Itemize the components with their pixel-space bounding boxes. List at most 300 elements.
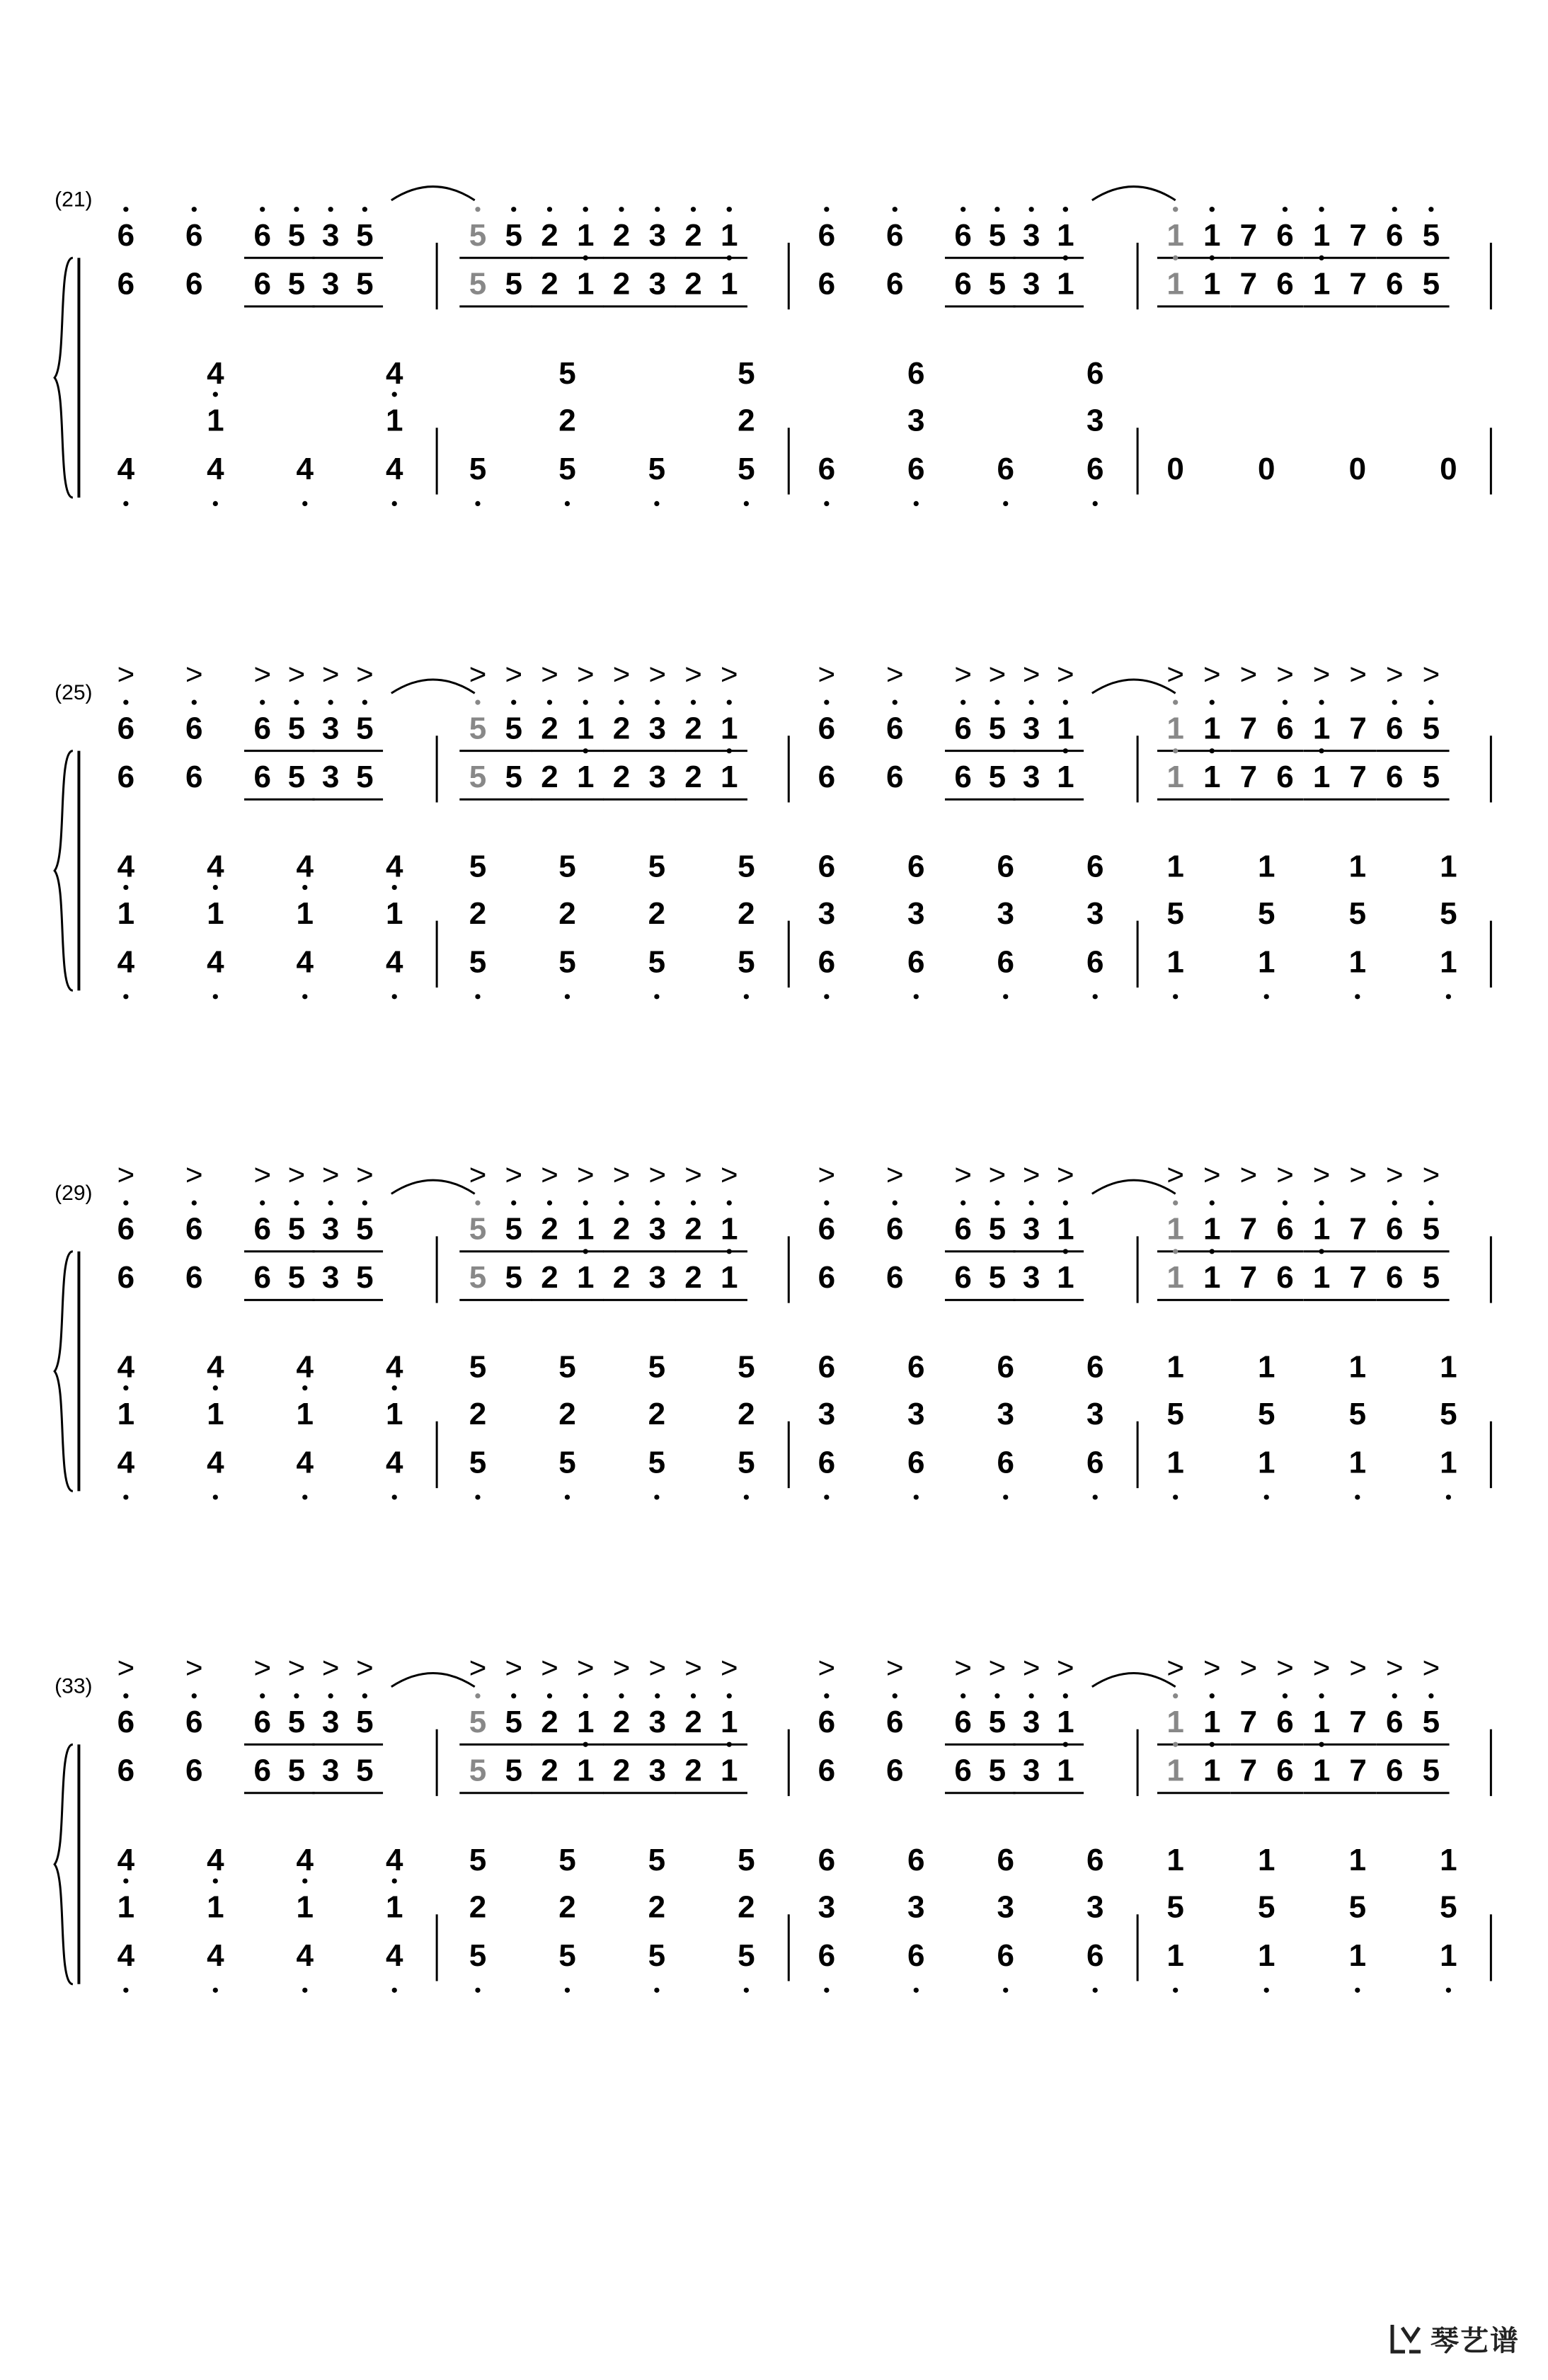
accent-mark: > bbox=[1276, 1157, 1294, 1191]
note-lower: 6 bbox=[886, 1260, 904, 1295]
accent-mark: > bbox=[321, 657, 340, 691]
accent-mark: > bbox=[1422, 1650, 1440, 1684]
note-upper: 1 bbox=[1166, 1705, 1184, 1740]
score-system bbox=[55, 1182, 92, 1491]
octave-dot bbox=[192, 700, 197, 705]
note-lower: 1 bbox=[720, 266, 738, 302]
octave-dot bbox=[1063, 1201, 1068, 1206]
note-bass-low: 6 bbox=[997, 1445, 1014, 1480]
note-upper: 5 bbox=[988, 1705, 1007, 1740]
octave-dot bbox=[302, 1878, 307, 1883]
octave-dot bbox=[619, 1201, 624, 1206]
octave-dot bbox=[1392, 207, 1397, 212]
note-upper: 5 bbox=[1422, 1705, 1440, 1740]
note-upper: 2 bbox=[541, 218, 558, 253]
note-bass-low: 4 bbox=[207, 1445, 224, 1480]
note-bass-low: 6 bbox=[907, 944, 925, 980]
note-lower: 7 bbox=[1349, 1260, 1367, 1295]
note-bass-top: 1 bbox=[1348, 1349, 1367, 1385]
octave-dot bbox=[727, 1742, 732, 1747]
octave-dot bbox=[1283, 207, 1288, 212]
accent-mark: > bbox=[576, 1157, 595, 1191]
low-octave-dot bbox=[213, 1988, 218, 1993]
note-bass-mid: 5 bbox=[1348, 1889, 1367, 1925]
octave-dot bbox=[213, 392, 218, 397]
octave-dot bbox=[583, 700, 588, 705]
note-bass-top: 5 bbox=[648, 849, 666, 884]
accent-mark: > bbox=[1203, 1650, 1221, 1684]
accent-mark: > bbox=[1203, 657, 1221, 691]
accent-mark: > bbox=[1422, 657, 1440, 691]
note-bass-mid: 2 bbox=[469, 1397, 487, 1432]
note-lower: 5 bbox=[287, 760, 306, 795]
note-lower: 6 bbox=[818, 1753, 836, 1788]
octave-dot bbox=[691, 700, 696, 705]
note-bass-mid: 5 bbox=[1348, 1397, 1367, 1432]
octave-dot bbox=[727, 1249, 732, 1254]
note-lower: 6 bbox=[954, 760, 972, 795]
note-upper: 5 bbox=[988, 218, 1007, 253]
note-upper: 3 bbox=[648, 218, 666, 253]
note-bass-top: 6 bbox=[907, 356, 925, 391]
octave-dot bbox=[123, 1385, 128, 1390]
octave-dot bbox=[192, 207, 197, 212]
note-upper: 6 bbox=[1276, 1211, 1294, 1247]
note-lower: 6 bbox=[253, 266, 271, 302]
note-bass-low: 1 bbox=[1348, 1938, 1367, 1974]
note-bass-mid: 3 bbox=[997, 896, 1014, 931]
low-octave-dot bbox=[744, 501, 749, 506]
note-bass-low: 1 bbox=[1166, 1445, 1184, 1480]
note-bass-low: 5 bbox=[738, 1445, 755, 1480]
note-upper: 7 bbox=[1239, 1705, 1258, 1740]
octave-dot bbox=[1173, 207, 1178, 212]
note-bass-top: 4 bbox=[296, 1349, 314, 1385]
note-lower: 1 bbox=[1203, 266, 1221, 302]
note-bass-low: 1 bbox=[1166, 944, 1184, 980]
low-octave-dot bbox=[654, 1988, 659, 1993]
note-upper: 5 bbox=[469, 1211, 487, 1247]
note-upper: 5 bbox=[1422, 218, 1440, 253]
tie-slur bbox=[1092, 187, 1176, 200]
note-lower: 6 bbox=[886, 760, 904, 795]
octave-dot bbox=[1319, 700, 1324, 705]
octave-dot bbox=[655, 207, 660, 212]
octave-dot bbox=[824, 207, 829, 212]
accent-mark: > bbox=[648, 1157, 667, 1191]
note-bass-top: 6 bbox=[1086, 356, 1104, 391]
note-lower: 1 bbox=[1057, 1753, 1074, 1788]
note-lower: 1 bbox=[1166, 266, 1184, 302]
note-bass-mid: 2 bbox=[558, 1889, 576, 1925]
note-bass-low: 1 bbox=[1257, 944, 1275, 980]
low-octave-dot bbox=[1446, 1988, 1451, 1993]
note-bass-top: 4 bbox=[385, 356, 403, 391]
accent-mark: > bbox=[541, 1650, 558, 1684]
accent-mark: > bbox=[1239, 657, 1258, 691]
note-bass-mid: 3 bbox=[997, 1889, 1014, 1925]
low-octave-dot bbox=[1093, 1988, 1098, 1993]
low-octave-dot bbox=[475, 994, 480, 999]
octave-dot bbox=[994, 1693, 999, 1698]
octave-dot bbox=[727, 207, 732, 212]
low-octave-dot bbox=[302, 1988, 307, 1993]
measure-number: (29) bbox=[55, 1181, 93, 1205]
accent-mark: > bbox=[954, 1650, 972, 1684]
octave-dot bbox=[619, 700, 624, 705]
accent-mark: > bbox=[1166, 1650, 1184, 1684]
accent-mark: > bbox=[818, 1157, 836, 1191]
octave-dot bbox=[583, 1742, 588, 1747]
note-bass-mid: 5 bbox=[1257, 1397, 1275, 1432]
accent-mark: > bbox=[356, 1650, 374, 1684]
low-octave-dot bbox=[744, 1988, 749, 1993]
note-bass-low: 5 bbox=[469, 944, 487, 980]
note-lower: 5 bbox=[505, 760, 522, 795]
measure-number: (21) bbox=[55, 188, 93, 212]
low-octave-dot bbox=[1093, 501, 1098, 506]
note-upper: 3 bbox=[321, 218, 340, 253]
note-upper: 1 bbox=[1166, 218, 1184, 253]
brace bbox=[55, 751, 73, 991]
note-bass-low: 1 bbox=[1440, 944, 1457, 980]
note-bass-mid: 2 bbox=[738, 403, 755, 438]
low-octave-dot bbox=[654, 1494, 659, 1499]
note-lower: 6 bbox=[117, 1260, 135, 1295]
octave-dot bbox=[1063, 256, 1068, 261]
accent-mark: > bbox=[612, 1157, 631, 1191]
octave-dot bbox=[961, 700, 965, 705]
note-bass-mid: 1 bbox=[296, 896, 314, 931]
note-bass-mid: 3 bbox=[907, 1889, 925, 1925]
note-lower: 6 bbox=[1386, 1753, 1404, 1788]
note-upper: 1 bbox=[1057, 218, 1074, 253]
note-bass-mid: 2 bbox=[558, 896, 576, 931]
note-lower: 5 bbox=[505, 1260, 522, 1295]
octave-dot bbox=[1392, 700, 1397, 705]
note-upper: 3 bbox=[1022, 218, 1040, 253]
accent-mark: > bbox=[253, 1157, 271, 1191]
note-upper: 6 bbox=[1276, 711, 1294, 746]
note-bass-mid: 5 bbox=[1166, 1397, 1184, 1432]
note-bass-top: 6 bbox=[907, 849, 925, 884]
note-upper: 7 bbox=[1349, 1211, 1367, 1247]
note-bass-low: 6 bbox=[818, 452, 836, 487]
octave-dot bbox=[1063, 748, 1068, 753]
note-bass-low: 6 bbox=[907, 1938, 925, 1974]
note-bass-low: 4 bbox=[385, 1445, 403, 1480]
octave-dot bbox=[583, 1249, 588, 1254]
accent-mark: > bbox=[253, 657, 271, 691]
watermark bbox=[1388, 2318, 1520, 2359]
accent-mark: > bbox=[253, 1650, 271, 1684]
note-bass-mid: 1 bbox=[117, 1397, 135, 1432]
low-octave-dot bbox=[824, 1494, 829, 1499]
note-upper: 1 bbox=[576, 711, 595, 746]
octave-dot bbox=[213, 1878, 218, 1883]
octave-dot bbox=[961, 1201, 965, 1206]
note-bass-mid: 1 bbox=[117, 896, 135, 931]
accent-mark: > bbox=[185, 657, 203, 691]
accent-mark: > bbox=[576, 657, 595, 691]
accent-mark: > bbox=[1385, 657, 1404, 691]
accent-mark: > bbox=[117, 1650, 135, 1684]
accent-mark: > bbox=[356, 657, 374, 691]
accent-mark: > bbox=[469, 1650, 487, 1684]
note-lower: 5 bbox=[1422, 1260, 1440, 1295]
octave-dot bbox=[192, 1693, 197, 1698]
note-lower: 2 bbox=[684, 1753, 702, 1788]
note-bass-top: 5 bbox=[558, 849, 576, 884]
low-octave-dot bbox=[565, 994, 570, 999]
low-octave-dot bbox=[392, 994, 397, 999]
note-upper: 5 bbox=[505, 711, 522, 746]
note-lower: 5 bbox=[1422, 760, 1440, 795]
octave-dot bbox=[547, 207, 552, 212]
note-lower: 6 bbox=[185, 760, 203, 795]
note-upper: 7 bbox=[1349, 218, 1367, 253]
note-bass-low: 5 bbox=[738, 1938, 755, 1974]
note-lower: 1 bbox=[1203, 1753, 1221, 1788]
octave-dot bbox=[547, 700, 552, 705]
note-bass-mid: 1 bbox=[296, 1889, 314, 1925]
note-upper: 2 bbox=[541, 1705, 558, 1740]
note-upper: 6 bbox=[954, 1705, 972, 1740]
tie-slur bbox=[391, 187, 475, 200]
note-upper: 3 bbox=[321, 1705, 340, 1740]
note-lower: 5 bbox=[505, 1753, 522, 1788]
accent-mark: > bbox=[287, 1650, 306, 1684]
note-bass-top: 4 bbox=[207, 356, 224, 391]
note-bass-top: 1 bbox=[1166, 1349, 1184, 1385]
low-octave-dot bbox=[1003, 1988, 1008, 1993]
note-bass-top: 5 bbox=[738, 849, 755, 884]
note-upper: 6 bbox=[954, 711, 972, 746]
octave-dot bbox=[619, 207, 624, 212]
octave-dot bbox=[294, 207, 299, 212]
note-bass-low: 1 bbox=[1257, 1445, 1275, 1480]
accent-mark: > bbox=[988, 657, 1007, 691]
octave-dot bbox=[213, 885, 218, 890]
note-bass-top: 6 bbox=[818, 1843, 836, 1878]
octave-dot bbox=[392, 885, 397, 890]
octave-dot bbox=[123, 1201, 128, 1206]
note-lower: 1 bbox=[1312, 266, 1331, 302]
accent-mark: > bbox=[541, 657, 558, 691]
note-lower: 1 bbox=[1312, 1753, 1331, 1788]
low-octave-dot bbox=[123, 994, 128, 999]
note-bass-mid: 5 bbox=[1257, 896, 1275, 931]
low-octave-dot bbox=[565, 1988, 570, 1993]
note-bass-top: 1 bbox=[1166, 849, 1184, 884]
accent-mark: > bbox=[612, 1650, 631, 1684]
octave-dot bbox=[260, 700, 265, 705]
note-upper: 1 bbox=[1057, 1705, 1074, 1740]
note-lower: 5 bbox=[988, 760, 1007, 795]
low-octave-dot bbox=[213, 994, 218, 999]
note-bass-mid: 2 bbox=[558, 403, 576, 438]
note-upper: 1 bbox=[720, 1705, 738, 1740]
low-octave-dot bbox=[1355, 994, 1360, 999]
octave-dot bbox=[1428, 700, 1433, 705]
note-upper: 6 bbox=[1386, 711, 1404, 746]
note-bass-top: 5 bbox=[648, 1349, 666, 1385]
note-lower: 1 bbox=[576, 1260, 595, 1295]
accent-mark: > bbox=[1276, 1650, 1294, 1684]
note-upper: 1 bbox=[1312, 711, 1331, 746]
note-upper: 5 bbox=[356, 1211, 374, 1247]
octave-dot bbox=[1173, 748, 1178, 753]
octave-dot bbox=[1063, 700, 1068, 705]
note-lower: 7 bbox=[1349, 266, 1367, 302]
tie-slur bbox=[1092, 1180, 1176, 1194]
note-lower: 7 bbox=[1239, 1260, 1258, 1295]
accent-mark: > bbox=[954, 657, 972, 691]
note-lower: 2 bbox=[541, 1753, 558, 1788]
note-upper: 3 bbox=[648, 1211, 666, 1247]
note-lower: 2 bbox=[612, 760, 631, 795]
note-bass-top: 1 bbox=[1440, 849, 1457, 884]
note-lower: 5 bbox=[1422, 1753, 1440, 1788]
note-lower: 6 bbox=[185, 1753, 203, 1788]
note-lower: 5 bbox=[469, 266, 487, 302]
accent-mark: > bbox=[505, 657, 522, 691]
note-lower: 6 bbox=[954, 1260, 972, 1295]
note-lower: 3 bbox=[321, 1753, 340, 1788]
accent-mark: > bbox=[1385, 1650, 1404, 1684]
octave-dot bbox=[961, 207, 965, 212]
note-upper: 6 bbox=[954, 218, 972, 253]
low-octave-dot bbox=[213, 501, 218, 506]
note-bass-low: 4 bbox=[296, 1938, 314, 1974]
note-bass-low: 5 bbox=[558, 944, 576, 980]
note-upper: 7 bbox=[1349, 1705, 1367, 1740]
low-octave-dot bbox=[1093, 1494, 1098, 1499]
note-lower: 6 bbox=[253, 1260, 271, 1295]
note-bass-top: 5 bbox=[648, 1843, 666, 1878]
octave-dot bbox=[392, 392, 397, 397]
note-upper: 6 bbox=[818, 218, 836, 253]
note-upper: 5 bbox=[988, 711, 1007, 746]
note-bass-low: 0 bbox=[1440, 452, 1457, 487]
accent-mark: > bbox=[1312, 657, 1331, 691]
octave-dot bbox=[1173, 256, 1178, 261]
note-bass-low: 5 bbox=[558, 1938, 576, 1974]
note-lower: 6 bbox=[117, 266, 135, 302]
accent-mark: > bbox=[1276, 657, 1294, 691]
note-bass-mid: 1 bbox=[385, 1889, 403, 1925]
low-octave-dot bbox=[744, 994, 749, 999]
note-bass-top: 4 bbox=[385, 1843, 403, 1878]
note-bass-low: 5 bbox=[558, 1445, 576, 1480]
note-upper: 5 bbox=[505, 218, 522, 253]
octave-dot bbox=[302, 885, 307, 890]
octave-dot bbox=[328, 1693, 333, 1698]
note-lower: 5 bbox=[1422, 266, 1440, 302]
note-upper: 3 bbox=[648, 1705, 666, 1740]
note-lower: 3 bbox=[1022, 760, 1040, 795]
low-octave-dot bbox=[914, 501, 919, 506]
note-upper: 6 bbox=[886, 1705, 904, 1740]
octave-dot bbox=[691, 207, 696, 212]
note-bass-mid: 2 bbox=[469, 896, 487, 931]
note-bass-low: 1 bbox=[1348, 1445, 1367, 1480]
octave-dot bbox=[475, 700, 480, 705]
note-bass-mid: 5 bbox=[1166, 1889, 1184, 1925]
octave-dot bbox=[1063, 1693, 1068, 1698]
octave-dot bbox=[511, 1693, 516, 1698]
note-lower: 2 bbox=[684, 760, 702, 795]
note-bass-mid: 1 bbox=[207, 1397, 224, 1432]
octave-dot bbox=[994, 207, 999, 212]
low-octave-dot bbox=[1446, 994, 1451, 999]
note-bass-low: 6 bbox=[907, 1445, 925, 1480]
octave-dot bbox=[294, 1201, 299, 1206]
note-bass-low: 4 bbox=[117, 1938, 135, 1974]
octave-dot bbox=[583, 1201, 588, 1206]
accent-mark: > bbox=[1312, 1650, 1331, 1684]
octave-dot bbox=[1428, 1201, 1433, 1206]
low-octave-dot bbox=[1003, 501, 1008, 506]
octave-dot bbox=[392, 1385, 397, 1390]
octave-dot bbox=[583, 256, 588, 261]
low-octave-dot bbox=[1264, 1988, 1269, 1993]
accent-mark: > bbox=[720, 1650, 738, 1684]
note-lower: 5 bbox=[356, 266, 374, 302]
note-upper: 5 bbox=[1422, 1211, 1440, 1247]
note-bass-low: 5 bbox=[469, 1445, 487, 1480]
note-bass-top: 1 bbox=[1348, 1843, 1367, 1878]
octave-dot bbox=[260, 1693, 265, 1698]
note-bass-low: 1 bbox=[1440, 1938, 1457, 1974]
octave-dot bbox=[260, 207, 265, 212]
note-upper: 1 bbox=[1057, 711, 1074, 746]
note-upper: 6 bbox=[886, 1211, 904, 1247]
note-lower: 7 bbox=[1239, 1753, 1258, 1788]
accent-mark: > bbox=[648, 657, 667, 691]
note-bass-mid: 1 bbox=[207, 403, 224, 438]
note-bass-top: 1 bbox=[1257, 1349, 1275, 1385]
note-bass-mid: 5 bbox=[1257, 1889, 1275, 1925]
accent-mark: > bbox=[885, 1157, 904, 1191]
note-lower: 2 bbox=[684, 1260, 702, 1295]
note-lower: 3 bbox=[321, 1260, 340, 1295]
note-upper: 6 bbox=[185, 1211, 203, 1247]
low-octave-dot bbox=[475, 1988, 480, 1993]
octave-dot bbox=[1210, 1742, 1215, 1747]
note-bass-top: 1 bbox=[1440, 1843, 1457, 1878]
accent-mark: > bbox=[612, 657, 631, 691]
note-lower: 5 bbox=[356, 1753, 374, 1788]
octave-dot bbox=[1392, 1693, 1397, 1698]
note-upper: 6 bbox=[253, 711, 271, 746]
octave-dot bbox=[1319, 1249, 1324, 1254]
note-upper: 1 bbox=[1312, 1705, 1331, 1740]
accent-mark: > bbox=[1057, 1650, 1074, 1684]
note-upper: 1 bbox=[1312, 1211, 1331, 1247]
note-bass-top: 4 bbox=[117, 1843, 135, 1878]
note-lower: 6 bbox=[185, 266, 203, 302]
low-octave-dot bbox=[475, 501, 480, 506]
note-bass-mid: 3 bbox=[907, 403, 925, 438]
octave-dot bbox=[260, 1201, 265, 1206]
note-bass-low: 5 bbox=[648, 1938, 666, 1974]
note-bass-low: 4 bbox=[385, 944, 403, 980]
note-upper: 6 bbox=[818, 1211, 836, 1247]
note-lower: 6 bbox=[886, 1753, 904, 1788]
note-upper: 6 bbox=[818, 1705, 836, 1740]
note-upper: 1 bbox=[576, 1705, 595, 1740]
